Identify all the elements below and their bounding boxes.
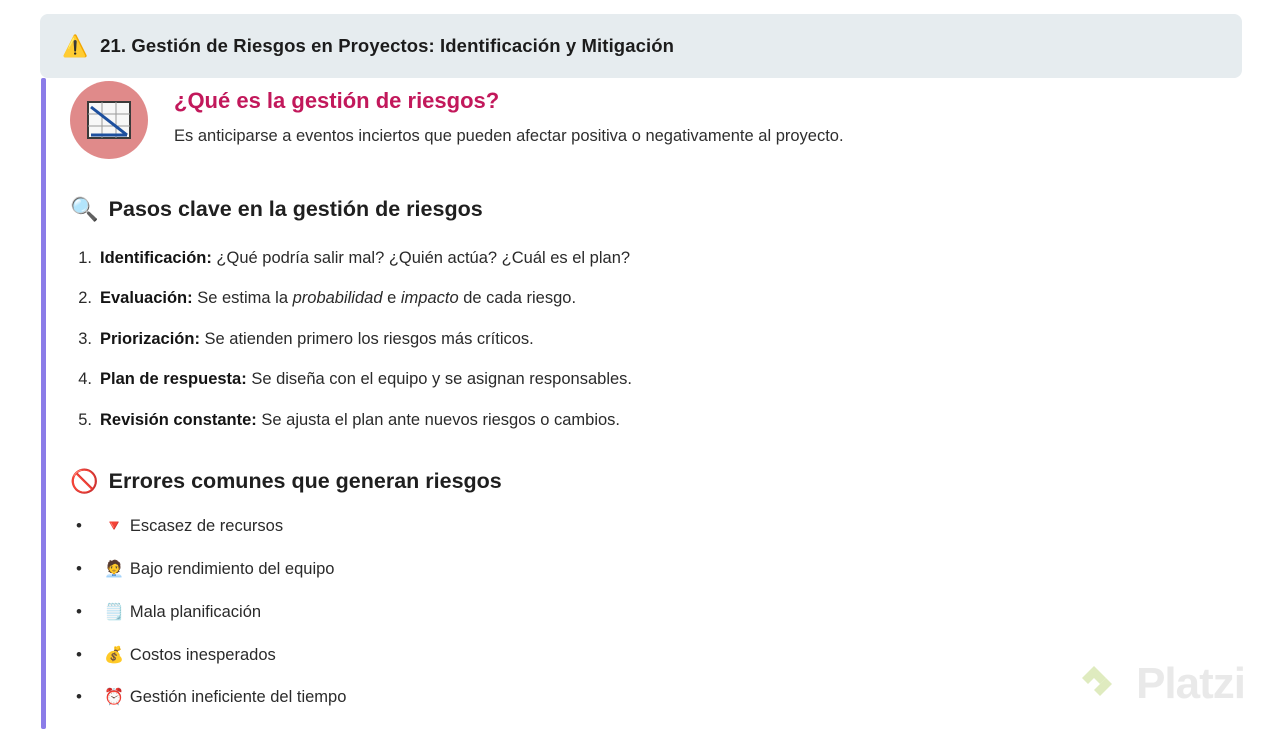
list-item-label: Plan de respuesta: [100, 370, 247, 389]
list-item-text: Se ajusta el plan ante nuevos riesgos o cambios. [256, 410, 621, 429]
list-item [70, 410, 1220, 431]
errors-list [70, 516, 1220, 709]
list-item [70, 369, 1220, 390]
money-bag-icon: 💰 [104, 646, 124, 664]
list-item-text: Se atienden primero los riesgos más críticos. [199, 329, 534, 348]
intro-text [174, 81, 844, 147]
prohibited-icon: 🚫 [70, 468, 99, 495]
steps-section-heading [70, 197, 1220, 222]
list-item [70, 687, 1220, 709]
list-item-text-mid: e [382, 289, 401, 308]
list-item [70, 288, 1220, 309]
list-item [70, 329, 1220, 350]
errors-section-title: Errores comunes que generan riesgos [108, 469, 502, 494]
errors-section-heading [70, 469, 1220, 494]
warning-icon: ⚠️ [62, 34, 89, 58]
list-item-text: ¿Qué podría salir mal? ¿Quién actúa? ¿Cuál es el plan? [211, 249, 631, 267]
list-item-text: Mala planificación [129, 602, 262, 621]
chart-decline-icon [70, 81, 148, 159]
bullet-dot: • [76, 644, 82, 664]
section-banner [40, 14, 1242, 78]
list-item-text: Bajo rendimiento del equipo [129, 559, 335, 578]
page-title: 21. Gestión de Riesgos en Proyectos: Identificación y Mitigación [100, 35, 675, 56]
steps-list [70, 248, 1220, 431]
list-item [70, 248, 1220, 269]
list-item-text-tail: de cada riesgo. [458, 289, 577, 308]
steps-section-title: Pasos clave en la gestión de riesgos [108, 197, 483, 221]
list-item-number: 5. [78, 410, 92, 429]
intro-block [70, 81, 1220, 159]
list-item-text: Se diseña con el equipo y se asignan responsables. [246, 370, 632, 389]
watermark-text: Platzi [1136, 659, 1245, 708]
bullet-dot: • [76, 558, 82, 578]
list-item [70, 602, 1220, 624]
intro-title: ¿Qué es la gestión de riesgos? [174, 88, 500, 113]
bullet-dot: • [76, 601, 82, 621]
list-item [70, 559, 1220, 581]
list-item [70, 516, 1220, 538]
list-item-text: Gestión ineficiente del tiempo [129, 688, 347, 707]
list-item-emphasis-2: impacto [400, 289, 459, 308]
office-worker-icon: 🧑‍💼 [104, 560, 124, 578]
platzi-logo-icon [1080, 662, 1124, 706]
red-triangle-down-icon: 🔻 [104, 518, 124, 536]
list-item-number: 3. [78, 329, 92, 348]
left-accent-bar [41, 78, 46, 729]
list-item-number: 2. [78, 289, 92, 308]
intro-description: Es anticiparse a eventos inciertos que pueden afectar positiva o negativamente al proyecto. [174, 127, 844, 146]
document-content [70, 78, 1220, 729]
list-item-label: Priorización: [100, 329, 200, 348]
magnifier-icon: 🔍 [70, 196, 99, 222]
list-item-label: Revisión constante: [100, 410, 257, 429]
list-item [70, 645, 1220, 667]
list-item-number: 1. [78, 249, 92, 267]
bullet-dot: • [76, 516, 82, 536]
list-item-text: Escasez de recursos [129, 517, 284, 536]
list-item-label: Identificación: [100, 249, 212, 267]
list-item-label: Evaluación: [100, 289, 193, 308]
list-item-emphasis: probabilidad [292, 289, 383, 308]
alarm-clock-icon: ⏰ [104, 689, 124, 707]
notepad-icon: 🗒️ [104, 603, 124, 621]
list-item-text: Se estima la [192, 289, 293, 308]
list-item-number: 4. [78, 370, 92, 389]
watermark [1080, 659, 1245, 709]
bullet-dot: • [76, 687, 82, 707]
list-item-text: Costos inesperados [129, 645, 276, 664]
